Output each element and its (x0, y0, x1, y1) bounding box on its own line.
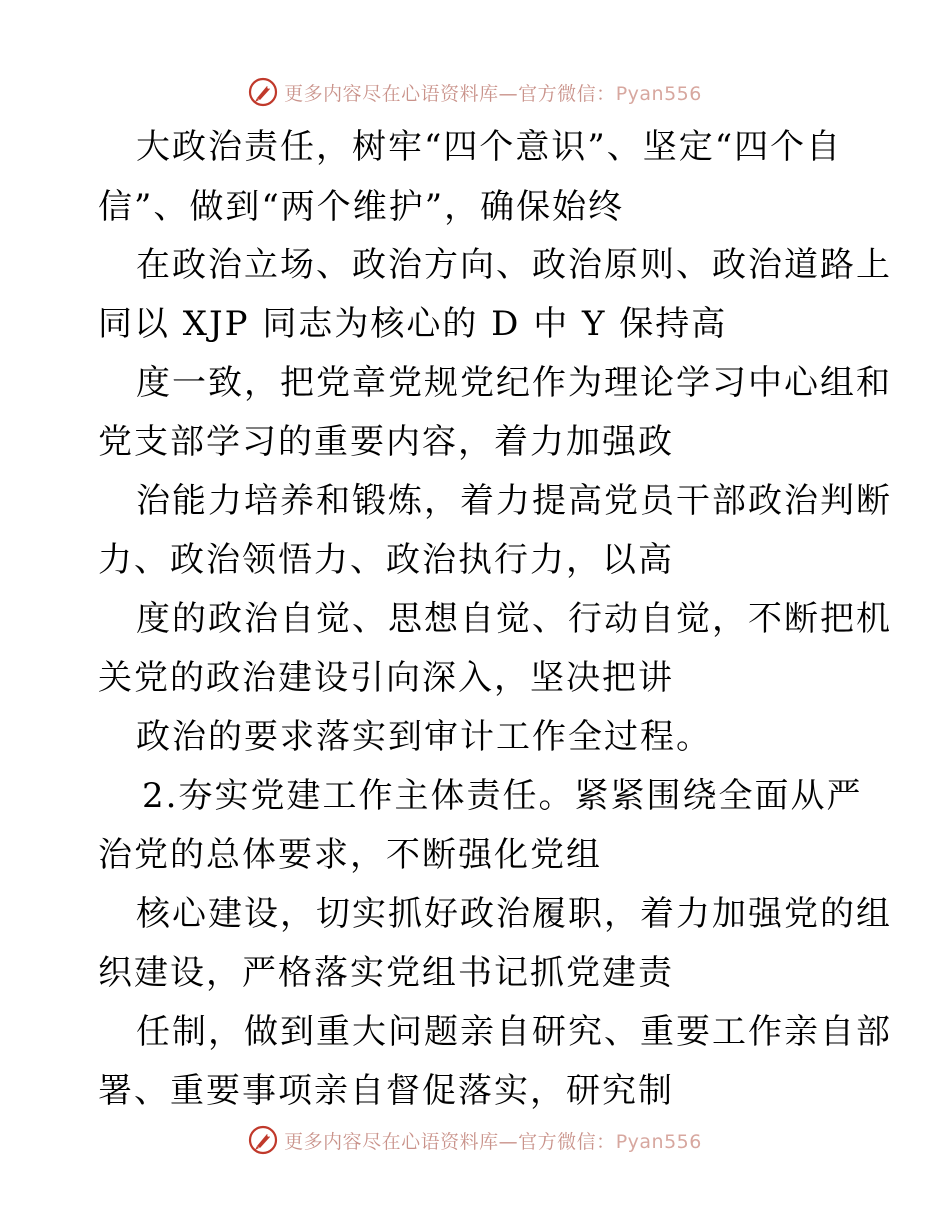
text-line-2: 信”、做到“两个维护”，确保始终 (98, 187, 625, 227)
text-line-9: 度的政治自觉、思想自觉、行动自觉，不断把机 (136, 599, 892, 639)
watermark-text (284, 79, 702, 106)
watermark-account: Pyan556 (615, 82, 702, 105)
watermark-label: 官方微信： (518, 82, 616, 105)
text-line-3: 在政治立场、政治方向、政治原则、政治道路上 (136, 245, 892, 285)
text-line-7: 治能力培养和锻炼，着力提高党员干部政治判断 (136, 481, 892, 521)
text-line-15: 织建设，严格落实党组书记抓党建责 (98, 953, 674, 993)
text-line-13: 治党的总体要求，不断强化党组 (98, 835, 602, 875)
text-line-5: 度一致，把党章党规党纪作为理论学习中心组和 (136, 363, 892, 403)
text-line-6: 党支部学习的重要内容，着力加强政 (98, 422, 674, 462)
text-line-10: 关党的政治建设引向深入，坚决把讲 (98, 658, 674, 698)
text-line-8: 力、政治领悟力、政治执行力，以高 (98, 540, 674, 580)
text-line-14: 核心建设，切实抓好政治履职，着力加强党的组 (136, 894, 892, 934)
watermark-label: 官方微信： (518, 1130, 616, 1153)
text-line-12: 2.夯实党建工作主体责任。紧紧围绕全面从严 (142, 776, 863, 816)
watermark-account: Pyan556 (615, 1130, 702, 1153)
footer-watermark (0, 1120, 950, 1160)
watermark-brand: 更多内容尽在心语资料库 (284, 1130, 499, 1153)
watermark-dash: — (498, 1130, 519, 1153)
text-line-16: 任制，做到重大问题亲自研究、重要工作亲自部 (136, 1012, 892, 1052)
header-watermark (0, 72, 950, 112)
pen-nib-logo-icon (248, 1125, 278, 1155)
text-line-17: 署、重要事项亲自督促落实，研究制 (98, 1071, 674, 1111)
watermark-text (284, 1127, 702, 1154)
text-line-1: 大政治责任，树牢“四个意识”、坚定“四个自 (136, 127, 843, 167)
pen-nib-logo-icon (248, 77, 278, 107)
watermark-dash: — (498, 82, 519, 105)
text-line-11: 政治的要求落实到审计工作全过程。 (136, 717, 712, 757)
text-line-4: 同以 XJP 同志为核心的 D 中 Y 保持高 (98, 304, 728, 344)
watermark-brand: 更多内容尽在心语资料库 (284, 82, 499, 105)
